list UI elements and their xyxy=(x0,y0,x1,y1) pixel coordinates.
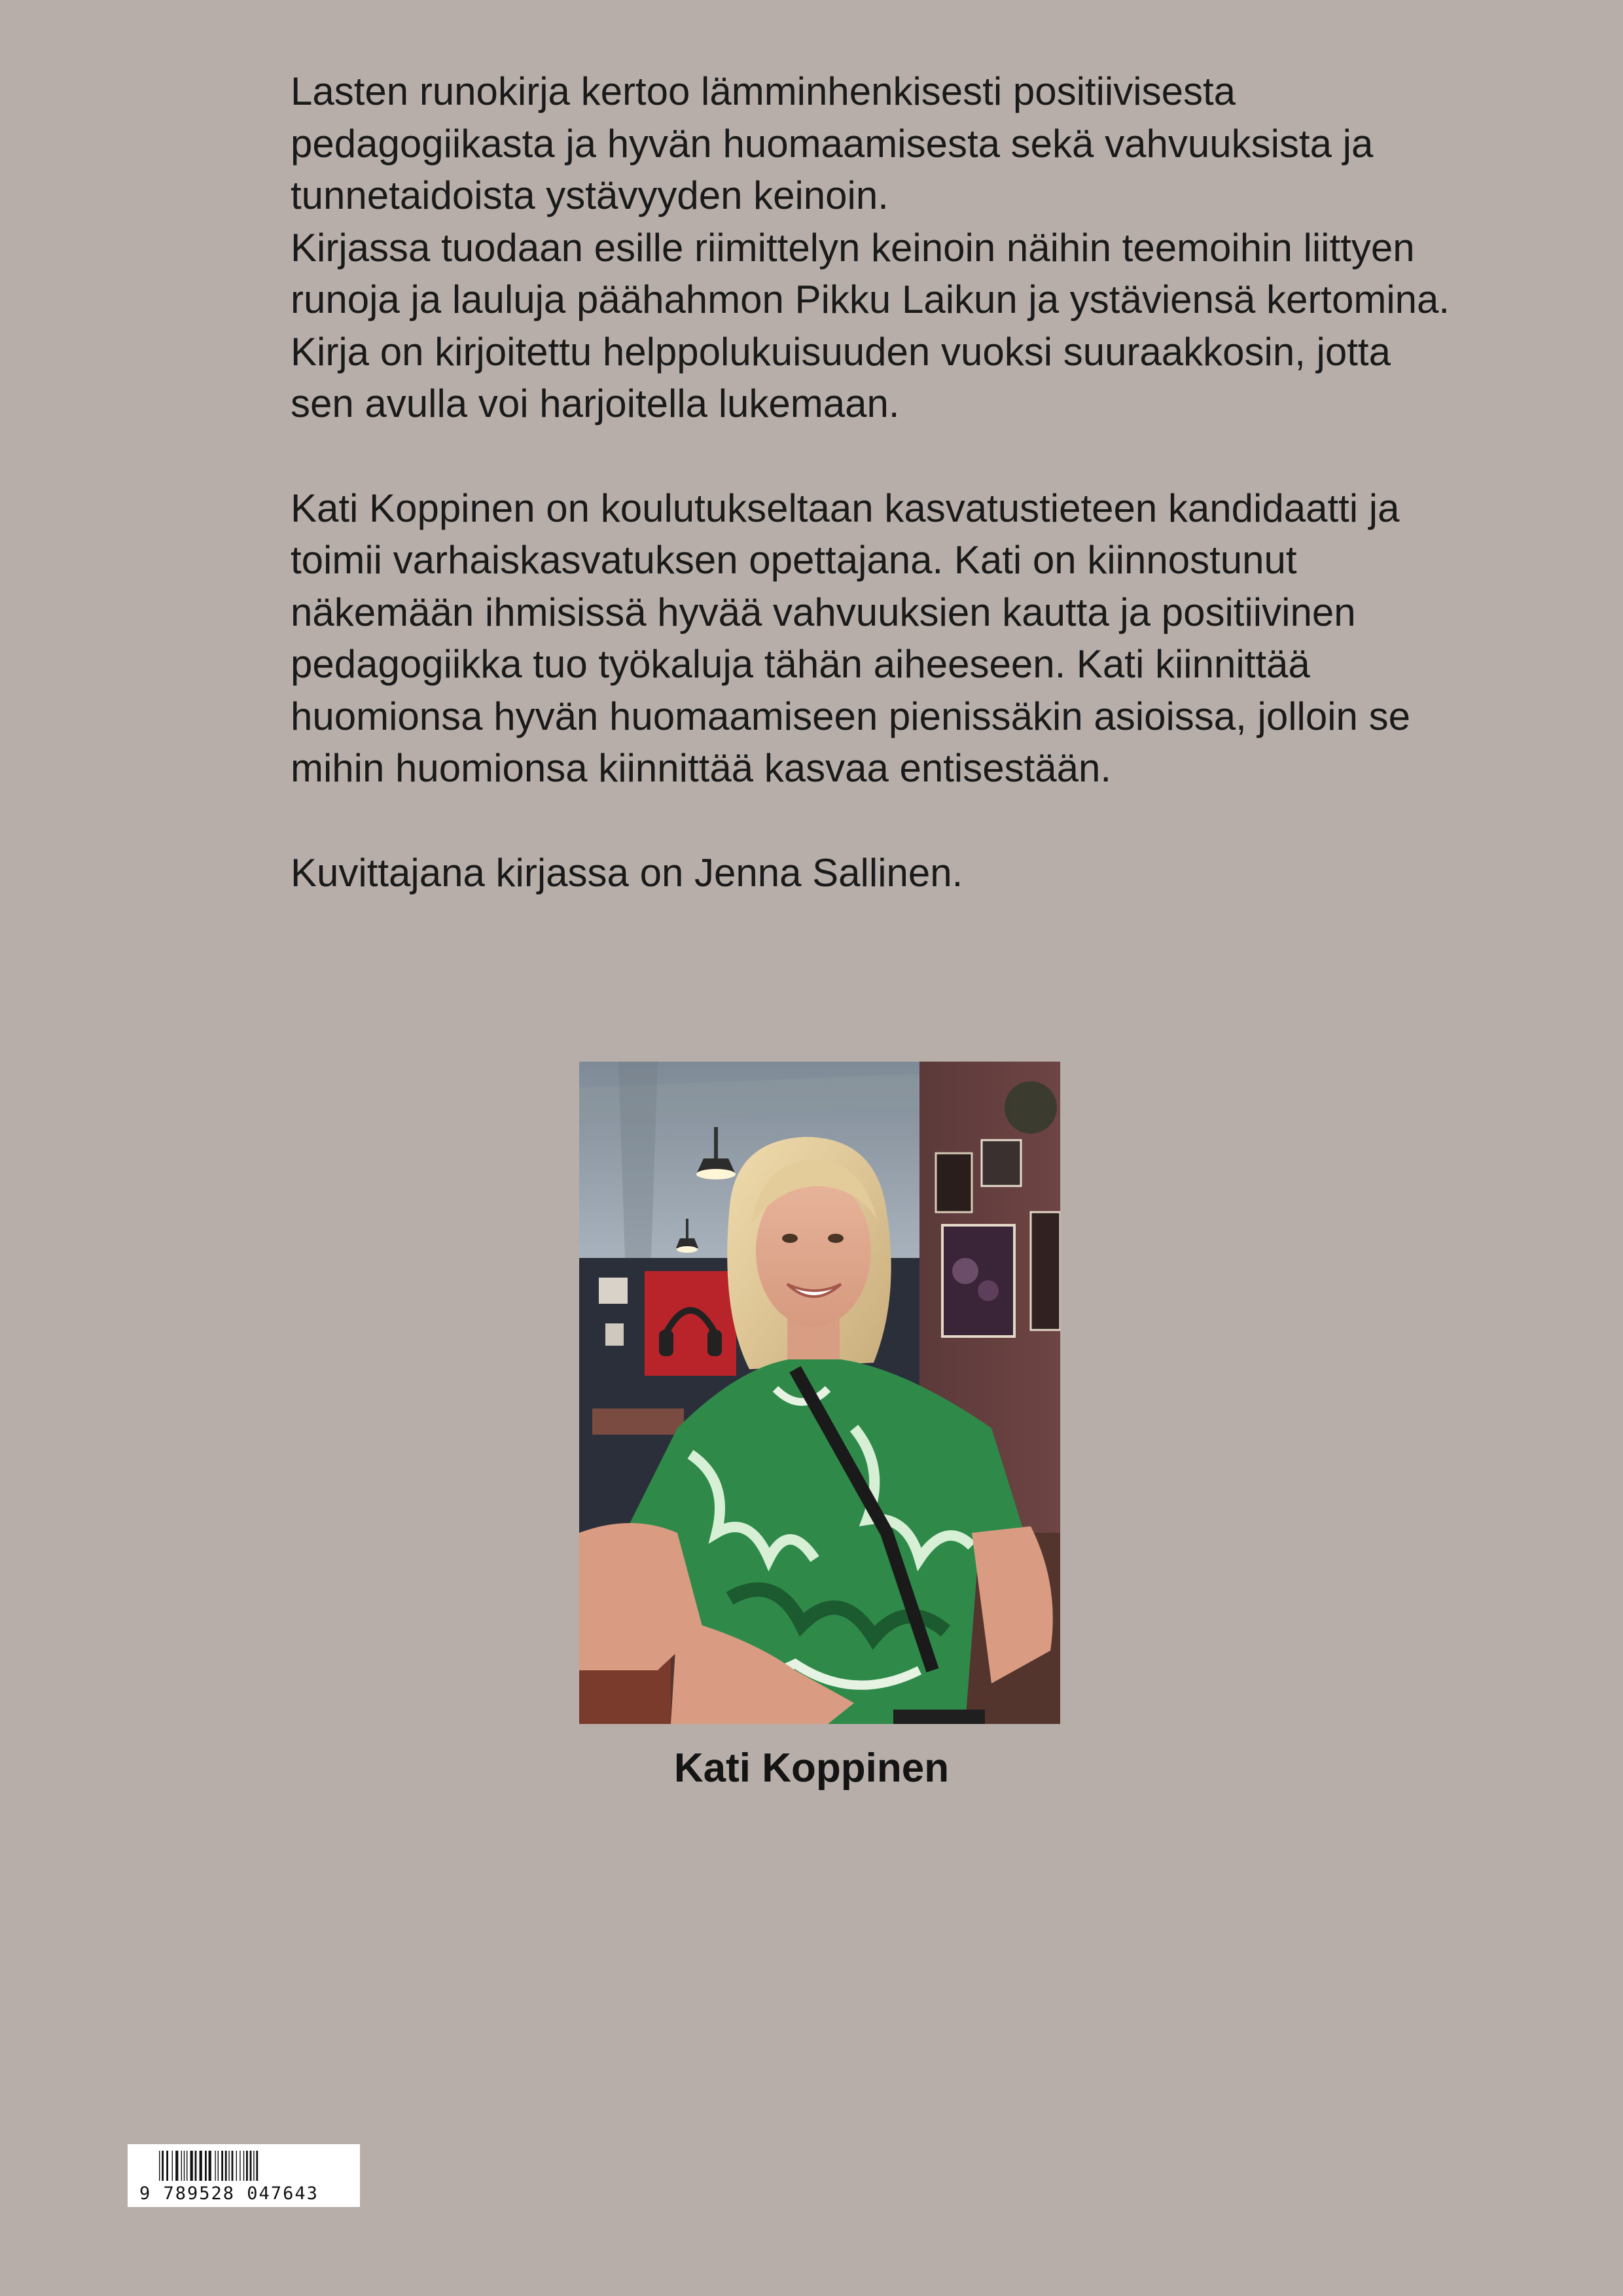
barcode-bar xyxy=(256,2151,258,2181)
barcode-bar xyxy=(175,2151,178,2181)
barcode-bar xyxy=(166,2151,168,2181)
text-line: näkemään ihmisissä hyvää vahvuuksien kautta ja positiivinen xyxy=(291,590,1356,634)
text-line: Kirja on kirjoitettu helppolukuisuuden vuoksi suuraakkosin, jotta xyxy=(291,329,1391,374)
text-line: mihin huomionsa kiinnittää kasvaa entisestään. xyxy=(291,746,1112,790)
barcode-bar xyxy=(209,2151,211,2181)
barcode-bar xyxy=(228,2151,229,2181)
barcode-bar xyxy=(172,2151,173,2181)
barcode-bar xyxy=(253,2151,254,2181)
text-line: Kirjassa tuodaan esille riimittelyn keinoin näihin teemoihin liittyen xyxy=(291,225,1415,270)
blurb-paragraph-illustrator xyxy=(291,847,1567,899)
back-cover-blurb xyxy=(291,65,1567,899)
blurb-paragraph-book xyxy=(291,65,1567,430)
isbn-number: 9 789528 047643 xyxy=(139,2183,319,2204)
barcode-bar xyxy=(200,2151,202,2181)
text-line: sen avulla voi harjoitella lukemaan. xyxy=(291,382,900,425)
barcode-bar xyxy=(181,2151,182,2181)
barcode-bar xyxy=(246,2151,248,2181)
text-line: pedagogiikka tuo työkaluja tähän aiheeseen. Kati kiinnittää xyxy=(291,642,1310,686)
isbn-barcode xyxy=(128,2144,360,2207)
text-line: huomionsa hyvän huomaamiseen pienissäkin asioissa, jolloin se xyxy=(291,694,1410,738)
barcode-bar xyxy=(162,2151,164,2181)
text-line: toimii varhaiskasvatuksen opettajana. Kati on kiinnostunut xyxy=(291,538,1297,582)
text-line: Kuvittajana kirjassa on Jenna Sallinen. xyxy=(291,850,963,895)
wall-picture xyxy=(942,1225,1014,1336)
text-line: Lasten runokirja kertoo lämminhenkisesti positiivisesta xyxy=(291,69,1236,113)
barcode-bar xyxy=(159,2151,160,2181)
author-photo xyxy=(579,1062,1060,1724)
headphone-painting xyxy=(645,1271,736,1376)
barcode-bar xyxy=(218,2151,219,2181)
barcode-bar xyxy=(243,2151,244,2181)
barcode-bar xyxy=(236,2151,237,2181)
text-line: tunnetaidoista ystävyyden keinoin. xyxy=(291,173,889,217)
text-line: pedagogiikasta ja hyvän huomaamisesta sekä vahvuuksista ja xyxy=(291,121,1374,166)
barcode-bar xyxy=(205,2151,207,2181)
barcode-bar xyxy=(184,2151,185,2181)
author-name-caption: Kati Koppinen xyxy=(673,1746,950,1791)
text-line: Kati Koppinen on koulutukseltaan kasvatustieteen kandidaatti ja xyxy=(291,486,1400,530)
barcode-bar xyxy=(195,2151,197,2181)
barcode-bar xyxy=(250,2151,252,2181)
barcode-bar xyxy=(221,2151,223,2181)
wall-picture xyxy=(936,1153,972,1212)
barcode-bar xyxy=(190,2151,193,2181)
barcode-bar xyxy=(232,2151,234,2181)
blurb-paragraph-author xyxy=(291,482,1567,795)
barcode-bar xyxy=(225,2151,227,2181)
text-line: runoja ja lauluja päähahmon Pikku Laikun ja ystäviensä kertomina. xyxy=(291,278,1450,321)
